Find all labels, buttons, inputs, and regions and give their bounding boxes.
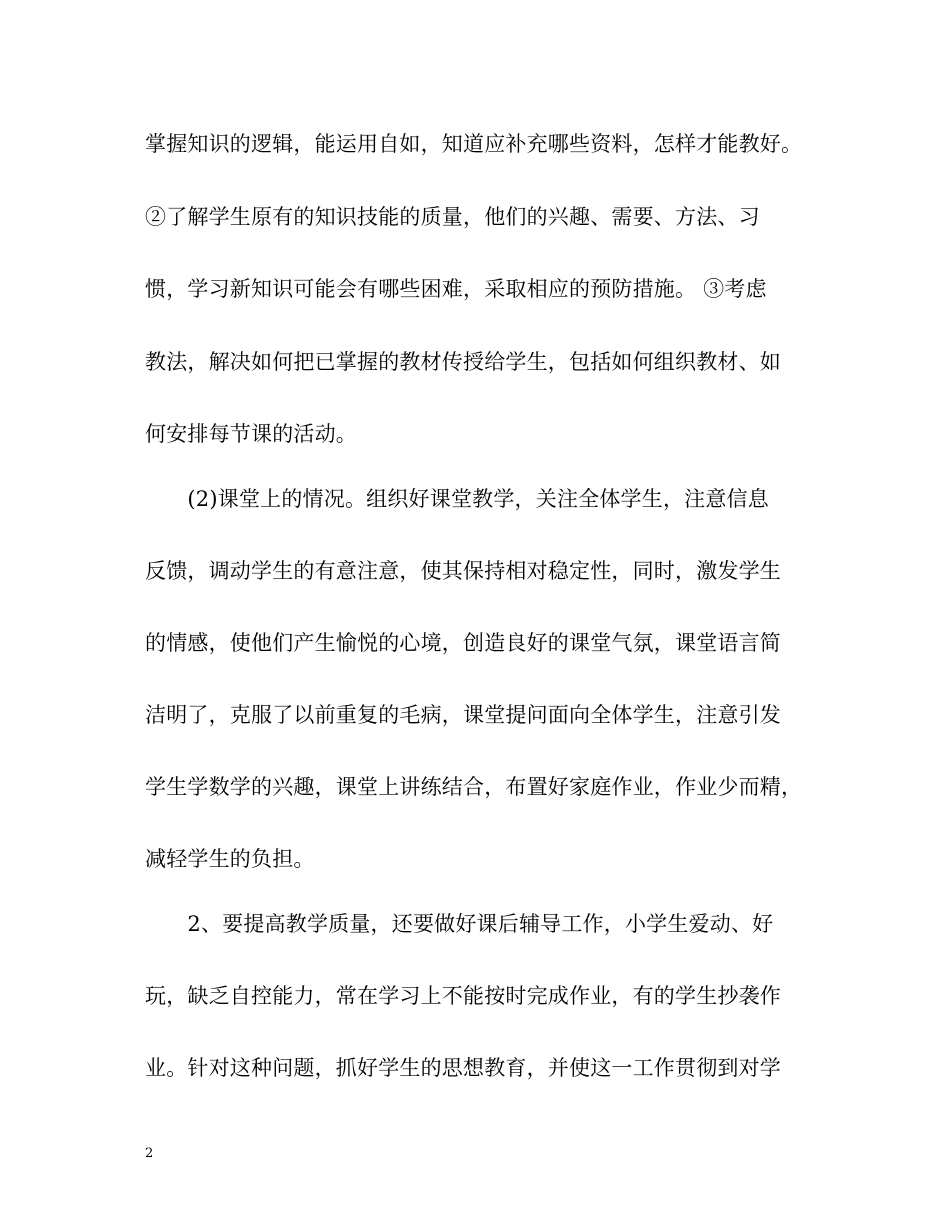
text-line: 反馈，调动学生的有意注意，使其保持相对稳定性，同时，激发学生 xyxy=(145,559,781,583)
text-line: 减轻学生的负担。 xyxy=(145,847,315,871)
text-line: 惯，学习新知识可能会有哪些困难，采取相应的预防措施。 ③考虑 xyxy=(145,277,767,301)
text-line: (2)课堂上的情况。组织好课堂教学，关注全体学生，注意信息 xyxy=(145,487,769,511)
text-line: 掌握知识的逻辑，能运用自如，知道应补充哪些资料，怎样才能教好。 xyxy=(145,132,803,156)
text-line: 洁明了，克服了以前重复的毛病，课堂提问面向全体学生，注意引发 xyxy=(145,703,781,727)
text-line: 2、要提高教学质量，还要做好课后辅导工作，小学生爱动、好 xyxy=(145,912,774,936)
text-line: 何安排每节课的活动。 xyxy=(145,422,357,446)
text-line: 学生学数学的兴趣，课堂上讲练结合，布置好家庭作业，作业少而精， xyxy=(145,775,803,799)
page-number: 2 xyxy=(145,1146,154,1161)
text-line: 的情感，使他们产生愉悦的心境，创造良好的课堂气氛，课堂语言简 xyxy=(145,631,781,655)
text-line: 玩，缺乏自控能力，常在学习上不能按时完成作业，有的学生抄袭作 xyxy=(145,984,781,1008)
text-line: 业。针对这种问题，抓好学生的思想教育，并使这一工作贯彻到对学 xyxy=(145,1056,781,1080)
text-line: 教法，解决如何把已掌握的教材传授给学生，包括如何组织教材、如 xyxy=(145,350,781,374)
text-line: ②了解学生原有的知识技能的质量，他们的兴趣、需要、方法、习 xyxy=(145,205,760,229)
